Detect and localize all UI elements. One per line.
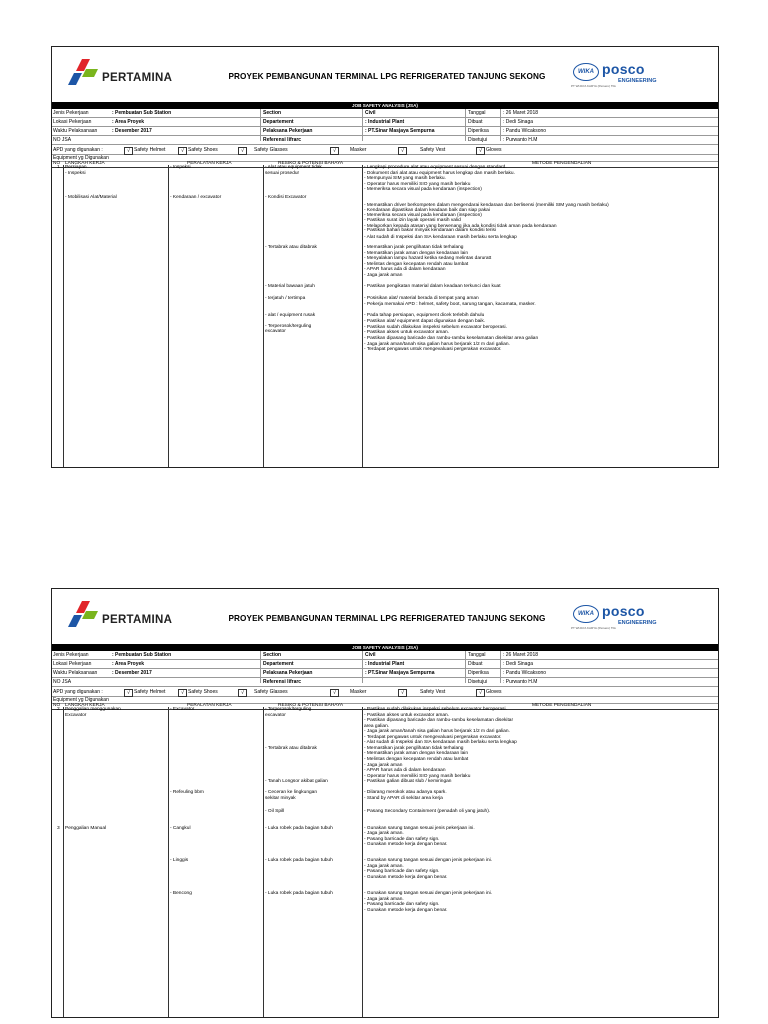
jsa-cell-text: - Memastikan jarak aman dengan kendaraan lain [364,751,468,757]
jsa-cell-text: excavator [265,712,286,718]
apd-item-masker: Masker [350,689,367,695]
column-header-3: RESIKO & POTENSI BAHAYA [278,703,344,708]
wika-posco-logo [570,602,710,634]
apd-check-1[interactable]: √ [124,147,133,155]
jsa-cell-text: - Pasang barricade dan safety sign. [364,869,440,875]
disetujui-value: : Purwanto H.M [503,679,538,685]
apd-label: APD yang digunakan : [53,147,103,153]
info-row-2 [52,660,718,669]
apd-item-safety-vest: Safety Vest [420,147,446,153]
jenis-label: Jenis Pekerjaan [53,110,89,116]
column-header-1: LANGKAH KERJA [65,161,105,166]
diperiksa-label: Diperiksa [468,128,489,134]
apd-check-5[interactable]: √ [398,147,407,155]
info-row-1 [52,651,718,660]
jsa-cell-text: - Gunakan sarung tangan sesuai dengan jenis pekerjaan ini. [364,891,493,897]
jsa-cell-text: - Alat sudah di Inspeksi dan SIA kendaraan masih berlaku serta lengkap [364,234,517,240]
jsa-cell-text: - Pastikan akses untuk excavator aman. [364,712,450,718]
apd-item-gloves: Gloves [486,147,502,153]
jsa-cell-text: - Pastikan dipasang baricade dan rambu-rambu keselamatan disekitar area galian [364,335,539,341]
ref-label: Referensi Iifrarc [263,137,302,143]
apd-item-masker: Masker [350,147,367,153]
jsa-cell-text: Persiapan [65,165,87,170]
jsa-cell-text: - Jaga jarak aman [364,272,403,278]
jsa-cell-text: - Gunakan metode kerja dengan benar. [364,842,448,848]
apd-check-3[interactable]: √ [238,147,247,155]
apd-check-3[interactable]: √ [238,689,247,697]
jsa-cell-text: - Melintas dengan kecepatan rendah atau lambat [364,756,469,762]
jsa-cell-text: - Pasang barricade dan safety sign. [364,836,440,842]
jsa-cell-text: - Cangkul [170,825,191,831]
apd-item-safety-shoes: Safety Shoes [188,689,218,695]
jsa-cell-text: - Alat atau equipment tidak [265,165,322,170]
equipment-label: Equipment yg Digunakan [53,155,109,161]
jsa-cell-text: - Mobilisasi Alat/Material [65,195,117,200]
jsa-cell-text: - Pastikan bahan bakar minyak kendaraan dalam kondisi terisi [364,228,496,234]
dibuat-label: Dibuat [468,119,483,125]
apd-row [52,145,718,155]
jsa-cell-text: - Pastikan galian dibuat slub / kemiringan [364,779,452,785]
info-row-3 [52,669,718,678]
diperiksa-value: : Pandu Wicaksono [503,670,547,676]
jsa-cell-text: - Luka robek pada bagian tubuh [265,858,333,863]
dept-label: Departement [263,661,294,667]
tanggal-label: Tanggal [468,110,486,116]
info-table [52,651,718,710]
jsa-cell-text: - Pastikan surat izin layak operasi masih valid [364,218,461,224]
posco-wordmark: posco [602,61,645,77]
jsa-cell-text: - alat / equipment rusak [265,312,316,318]
jsa-cell-text: - Jaga jarak aman [364,762,403,768]
column-header-2: PERALATAN KERJA [187,161,232,166]
jsa-body [52,165,718,467]
diperiksa-value: : Pandu Wicaksono [503,128,547,134]
tanggal-label: Tanggal [468,652,486,658]
waktu-label: Waktu Pelaksanaan [53,670,98,676]
apd-check-6[interactable]: √ [476,147,485,155]
pelaksana-value: : PT.Sinar Masjaya Sempurna [365,128,435,134]
info-row-4 [52,136,718,145]
jsa-cell-text: - Memeriksa secara visual pada kendaraan (inspection) [364,187,482,193]
jsa-cell-text: - Gunakan metode kerja dengan benar. [364,874,448,880]
equipment-label: Equipment yg Digunakan [53,697,109,703]
pertamina-wordmark: PERTAMINA [102,614,173,626]
jsa-cell-text: - Pastikan akses untuk excavator aman. [364,330,450,336]
jsa-cell-text: - Terdapat pengawas untuk mengevaluasi pergerakan excavator. [364,734,502,740]
jsa-cell-text: - Pastikan dipasang baricade dan rambu-rambu keselamatan disekitar [364,718,514,724]
nojsa-label: NO JSA [53,137,72,143]
jsa-cell-text: - Terperosok/terguling [265,323,312,329]
apd-item-safety-shoes: Safety Shoes [188,147,218,153]
info-row-1 [52,109,718,118]
pelaksana-value: : PT.Sinar Masjaya Sempurna [365,670,435,676]
disetujui-label: Disetujui [468,137,488,143]
disetujui-label: Disetujui [468,679,488,685]
dept-value: : Industrial Plant [365,119,405,125]
column-header-2: PERALATAN KERJA [187,703,232,708]
lokasi-label: Lokasi Pekerjaan [53,119,92,125]
apd-item-safety-glasses: Safety Glasses [254,147,288,153]
jsa-cell-text: - Memastikan jarak aman dengan kendaraan lain [364,250,468,256]
jsa-cell-text: - Pasang Secondary Containment (penadah oli yang jatuh). [364,809,491,815]
jsa-body [52,707,718,1017]
jsa-cell-text: - Kendaraan / excavator [170,195,222,200]
jsa-cell-text: Excavator [65,712,87,718]
pertamina-logo [68,601,198,633]
nojsa-label: NO JSA [53,679,72,685]
jsa-cell-text: - Memastikan jarak penglihatan tidak terhalang [364,745,464,751]
jsa-title-bar: JOB SAFETY ANALYSIS (JSA) [52,644,718,651]
sheet-header [52,589,718,644]
jsa-sheet-2 [51,588,719,1018]
jsa-title-bar: JOB SAFETY ANALYSIS (JSA) [52,102,718,109]
jsa-cell-text: - Terdapat pengawas untuk mengevaluasi pergerakan excavator. [364,347,502,352]
jsa-cell-text: - Kendaraan dipastikan dalam keadaan baik dan siap pakai [364,208,490,214]
jsa-cell-text: sesuai prosedur [265,170,300,176]
section-label: Section [263,652,282,658]
jsa-cell-text: - Oil Spill [265,809,285,815]
info-table [52,109,718,168]
equipment-row [52,697,718,704]
engineering-wordmark: ENGINEERING [618,78,657,84]
apd-check-1[interactable]: √ [124,689,133,697]
apd-item-safety-helmet: Safety Helmet [134,689,166,695]
jsa-cell-text: - Melintas dengan kecepatan rendah atau lambat [364,261,469,267]
engineering-wordmark: ENGINEERING [618,620,657,626]
apd-check-5[interactable]: √ [398,689,407,697]
jsa-cell-text: - Pekerja memakai APD : helmet, safety boot, sarung tangan, kacamata, masker. [364,301,536,307]
apd-check-4[interactable]: √ [330,147,339,155]
posco-wordmark: posco [602,603,645,619]
column-header-0: NO [53,161,61,166]
jsa-cell-text: - Bencong [170,891,192,897]
section-value: Civil [365,652,376,658]
jsa-cell-text: - Excavator [170,707,195,712]
tanggal-value: : 26 Maret 2018 [503,652,539,658]
column-header-0: NO [53,703,61,708]
tanggal-value: : 26 Maret 2018 [503,110,539,116]
section-value: Civil [365,110,376,116]
info-row-3 [52,127,718,136]
jenis-value: : Pembuatan Sub Station [112,652,172,658]
jsa-cell-text: - Pastikan pengikatan material dalam keadaan terkunci dan kuat [364,283,501,289]
equipment-row [52,155,718,162]
apd-check-2[interactable]: √ [178,689,187,697]
jsa-cell-text: sekitar minyak [265,795,296,801]
jsa-cell-text: - Stand by APAR di sekitar area kerja [364,795,443,801]
apd-item-gloves: Gloves [486,689,502,695]
column-header-4: METODE PENGENDALIAN [532,703,592,708]
jsa-cell-text: - Memastikan jarak penglihatan tidak terhalang [364,244,464,250]
jsa-cell-text: - Mempunyai SIM yang masih berlaku. [364,176,446,182]
wika-caption: PT WIJAYA KARYA (Persero) Tbk [571,84,616,88]
dibuat-value: : Dedi Sinaga [503,661,534,667]
jsa-cell-text: - Menyalakan lampu hazard ketika sedang melintas daruratt [364,256,492,261]
jsa-cell-text: - Inspeksi [170,165,191,170]
info-row-4 [52,678,718,687]
column-header-1: LANGKAH KERJA [65,703,105,708]
column-header-4: METODE PENGENDALIAN [532,161,592,166]
apd-check-2[interactable]: √ [178,147,187,155]
jsa-cell-text: - Tertabrak atau ditabrak [265,244,317,250]
pertamina-emblem-icon [68,59,102,91]
jsa-cell-text: - Kondisi Excavator [265,195,307,200]
dibuat-label: Dibuat [468,661,483,667]
jsa-cell-text: - Pastikan alat/ equipment dapat digunakan dengan baik. [364,319,486,325]
jsa-cell-text: - Jaga jarak aman. [364,896,404,902]
jsa-cell-text: area galian. [364,723,390,729]
apd-check-6[interactable]: √ [476,689,485,697]
pelaksana-label: Pelaksana Pekerjaan [263,128,313,134]
jsa-cell-text: - Lengkapi procedure alat atau equipment sesuai dengan standard. [364,165,507,170]
jsa-cell-text: - Gunakan metode kerja dengan benar. [364,907,448,913]
lokasi-value: : Area Proyek [112,661,145,667]
disetujui-value: : Purwanto H.M [503,137,538,143]
lokasi-label: Lokasi Pekerjaan [53,661,92,667]
waktu-value: : Desember 2017 [112,670,152,676]
jsa-cell-text: - Alat sudah di Inspeksi dan SIA kendaraan masih berlaku serta lengkap [364,740,517,746]
apd-item-safety-helmet: Safety Helmet [134,147,166,153]
jsa-cell-text: - Material bawaan jatuh [265,283,315,289]
jsa-cell-text: - Refeuling bbm [170,790,204,796]
jsa-cell-text: 3 [57,825,60,831]
jsa-cell-text: - Tertabrak atau ditabrak [265,745,317,751]
lokasi-value: : Area Proyek [112,119,145,125]
ref-label: Referensi Iifrarc [263,679,302,685]
jsa-cell-text: Penggalian menggunakan [65,707,121,712]
jsa-cell-text: - Linggis [170,858,189,863]
waktu-label: Waktu Pelaksanaan [53,128,98,134]
jsa-cell-text: - Dilarang merokok atau adanya spark. [364,790,447,796]
jsa-cell-text: 2 [57,707,60,712]
jsa-cell-text: - Gunakan sarung tangan sesuai jenis pekerjaan ini. [364,825,475,831]
jsa-cell-text: - Tanah Longsor akibat galian [265,779,328,785]
jsa-cell-text: - Jaga jarak aman. [364,831,404,837]
column-header-3: RESIKO & POTENSI BAHAYA [278,161,344,166]
pertamina-emblem-icon [68,601,102,633]
pertamina-logo [68,59,198,91]
jsa-cell-text: - Inspeksi [65,170,86,176]
apd-row [52,687,718,697]
wika-badge: WIKA [573,63,599,81]
sheet-header [52,47,718,102]
jsa-cell-text: - Terperosok/terguling [265,707,312,712]
jsa-cell-text: - Gunakan sarung tangan sesuai dengan jenis pekerjaan ini. [364,858,493,863]
jsa-cell-text: Penggalian Manual [65,825,107,831]
jsa-cell-text: - Memeriksa secara visual pada kendaraan (inspection) [364,212,482,218]
project-title: PROYEK PEMBANGUNAN TERMINAL LPG REFRIGERATED TANJUNG SEKONG [228,72,546,81]
section-label: Section [263,110,282,116]
project-title: PROYEK PEMBANGUNAN TERMINAL LPG REFRIGERATED TANJUNG SEKONG [228,614,546,623]
waktu-value: : Desember 2017 [112,128,152,134]
jsa-cell-text: - APAR harus ada di dalam kendaraan [364,768,446,773]
jsa-cell-text: - Jaga jarak aman. [364,863,404,869]
apd-check-4[interactable]: √ [330,689,339,697]
jsa-cell-text: - Operator harus memiliki SIO yang masih berlaku [364,181,471,187]
jenis-value: : Pembuatan Sub Station [112,110,172,116]
jsa-cell-text: - Memastikan driver berkompeten dalam mengendarai kendaraan dan berlisensi (memiliki SIM yang masih berlaku) [364,202,609,208]
jsa-cell-text: - Ceceran ke lingkungan [265,790,317,796]
wika-caption: PT WIJAYA KARYA (Persero) Tbk [571,626,616,630]
dept-value: : Industrial Plant [365,661,405,667]
jenis-label: Jenis Pekerjaan [53,652,89,658]
wika-badge: WIKA [573,605,599,623]
jsa-cell-text: - Melaporkan kepada atasan yang berwenang jika ada kondisi tidak aman pada kendaraan [364,223,557,229]
diperiksa-label: Diperiksa [468,670,489,676]
dept-label: Departement [263,119,294,125]
jsa-cell-text: - Pastikan sudah dilakukan inspeksi sebelum excavator beroperasi. [364,324,507,330]
apd-label: APD yang digunakan : [53,689,103,695]
jsa-cell-text: - Luka robek pada bagian tubuh [265,825,333,831]
jsa-cell-text: - Luka robek pada bagian tubuh [265,891,333,897]
jsa-cell-text: - Posisikan alat/ material berada di tempat yang aman [364,296,479,301]
apd-item-safety-glasses: Safety Glasses [254,689,288,695]
jsa-cell-text: - Pasang barricade dan safety sign. [364,902,440,908]
dibuat-value: : Dedi Sinaga [503,119,534,125]
jsa-cell-text: - Jaga jarak aman/tanah sisa galian harus berjarak 1/2 m dari galian. [364,341,510,347]
jsa-cell-text: 1 [57,165,60,170]
jsa-cell-text: - APAR harus ada di dalam kendaraan [364,267,446,273]
pertamina-wordmark: PERTAMINA [102,72,173,84]
jsa-cell-text: excavator [265,329,286,335]
apd-item-safety-vest: Safety Vest [420,689,446,695]
pelaksana-label: Pelaksana Pekerjaan [263,670,313,676]
jsa-cell-text: - Dokument dari alat atau equipment harus lengkap dan masih berlaku. [364,170,515,176]
jsa-cell-text: - Jaga jarak aman/tanah sisa galian harus berjarak 1/2 m dari galian. [364,729,510,735]
jsa-sheet-1 [51,46,719,468]
jsa-cell-text: - Pada tahap persiapan, equipment dicek terlebih dahulu [364,312,485,318]
wika-posco-logo [570,60,710,92]
info-row-2 [52,118,718,127]
jsa-cell-text: - Pastikan sudah dilakukan inspeksi sebelum excavator beroperasi. [364,707,507,712]
jsa-cell-text: - Operator harus memiliki SIO yang masih berlaku [364,773,471,779]
jsa-cell-text: - terjatuh / tertimpa [265,296,306,301]
